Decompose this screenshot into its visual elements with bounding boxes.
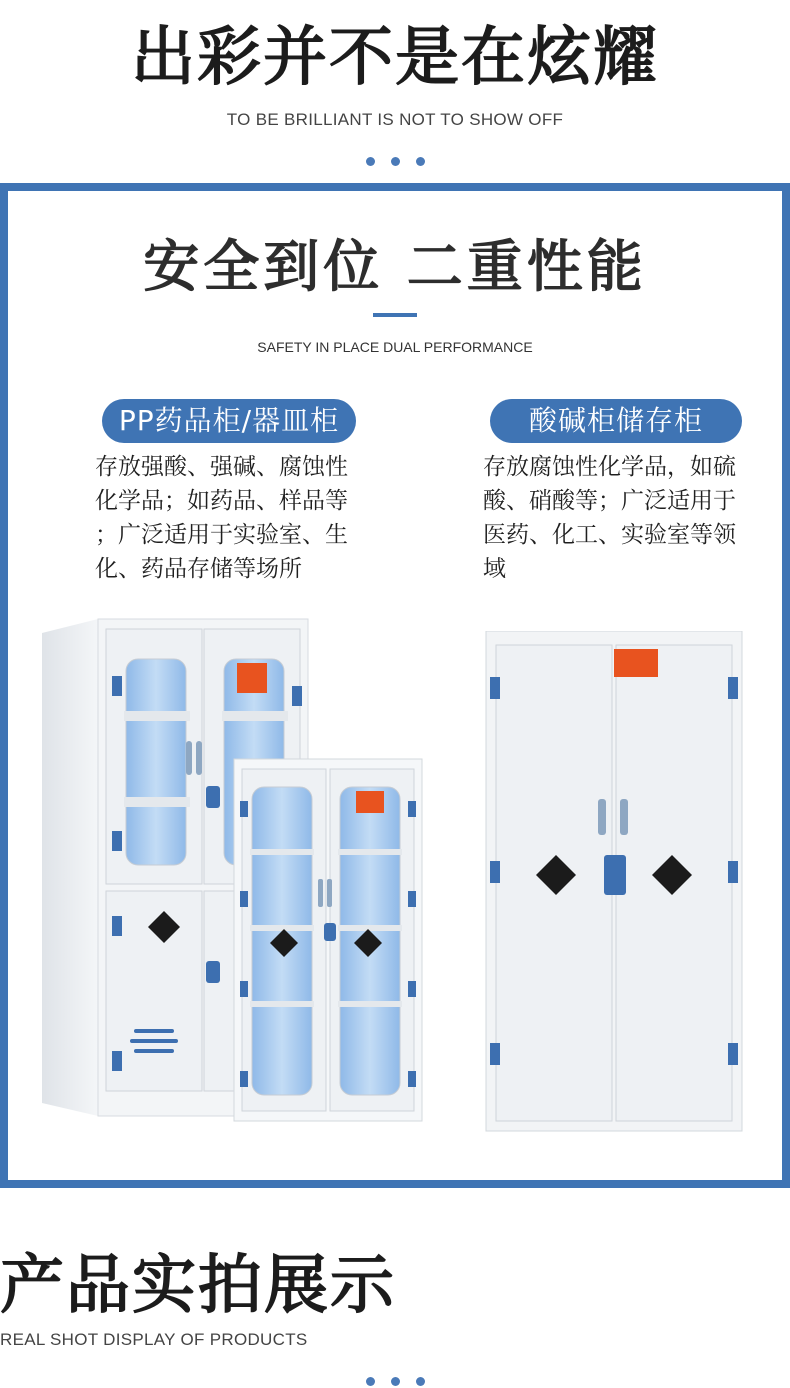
hinge-icon xyxy=(240,1071,248,1087)
lock-icon xyxy=(604,855,626,895)
page-subtitle: TO BE BRILLIANT IS NOT TO SHOW OFF xyxy=(226,110,564,129)
footer-section xyxy=(0,1188,790,1388)
header-section xyxy=(0,0,790,182)
hinge-icon xyxy=(490,677,500,699)
handle-icon xyxy=(620,799,628,835)
feature-title: 安全到位 二重性能 xyxy=(143,235,647,300)
product-badge-pp: PP药品柜/器皿柜 xyxy=(102,399,356,443)
description-line: 存放强酸、强碱、腐蚀性 xyxy=(95,454,348,480)
dot-icon xyxy=(366,157,375,166)
dots-divider xyxy=(0,151,790,170)
description-line: 域 xyxy=(483,556,506,582)
handle-icon xyxy=(327,879,332,907)
hazard-label-icon xyxy=(237,663,267,693)
footer-title: 产品实拍展示 xyxy=(0,1249,396,1323)
handle-icon xyxy=(318,879,323,907)
hinge-icon xyxy=(490,861,500,883)
hinge-icon xyxy=(112,916,122,936)
hinge-icon xyxy=(408,801,416,817)
glass-window xyxy=(126,659,186,865)
pp-cabinet-image xyxy=(38,611,428,1171)
hinge-icon xyxy=(728,1043,738,1065)
hinge-icon xyxy=(112,1051,122,1071)
cabinet-side-panel xyxy=(42,619,98,1116)
hinge-icon xyxy=(728,677,738,699)
description-line: 化学品；如药品、样品等 xyxy=(95,488,348,514)
handle-icon xyxy=(186,741,192,775)
page-title: 出彩并不是在炫耀 xyxy=(131,21,659,95)
lock-icon xyxy=(206,786,220,808)
footer-subtitle: REAL SHOT DISPLAY OF PRODUCTS xyxy=(0,1330,308,1349)
dot-icon xyxy=(391,1377,400,1386)
description-line: 酸、硝酸等；广泛适用于 xyxy=(483,488,736,514)
hinge-icon xyxy=(408,981,416,997)
description-line: 存放腐蚀性化学品，如硫 xyxy=(483,454,736,480)
hinge-icon xyxy=(408,1071,416,1087)
hinge-icon xyxy=(408,891,416,907)
dot-icon xyxy=(416,157,425,166)
lock-icon xyxy=(206,961,220,983)
hinge-icon xyxy=(112,831,122,851)
description-line: 医药、化工、实验室等领 xyxy=(483,522,736,548)
description-line: ；广泛适用于实验室、生 xyxy=(95,522,348,548)
title-underline xyxy=(373,313,417,317)
product-badge-acid-base: 酸碱柜储存柜 xyxy=(490,399,742,443)
hinge-icon xyxy=(112,676,122,696)
hinge-icon xyxy=(240,801,248,817)
dot-icon xyxy=(416,1377,425,1386)
hinge-icon xyxy=(292,686,302,706)
hazard-label-icon xyxy=(614,649,658,677)
hinge-icon xyxy=(240,981,248,997)
hazard-label-icon xyxy=(356,791,384,813)
hinge-icon xyxy=(728,861,738,883)
feature-subtitle: SAFETY IN PLACE DUAL PERFORMANCE xyxy=(257,339,533,355)
description-line: 化、药品存储等场所 xyxy=(95,556,302,582)
hinge-icon xyxy=(490,1043,500,1065)
handle-icon xyxy=(196,741,202,775)
dot-icon xyxy=(366,1377,375,1386)
dot-icon xyxy=(391,157,400,166)
product-description-pp xyxy=(95,450,385,586)
product-description-acid-base xyxy=(483,450,773,586)
acid-base-cabinet-image xyxy=(482,631,752,1141)
hinge-icon xyxy=(240,891,248,907)
handle-icon xyxy=(598,799,606,835)
feature-panel xyxy=(0,183,790,1188)
dots-divider xyxy=(0,1371,790,1388)
lock-icon xyxy=(324,923,336,941)
